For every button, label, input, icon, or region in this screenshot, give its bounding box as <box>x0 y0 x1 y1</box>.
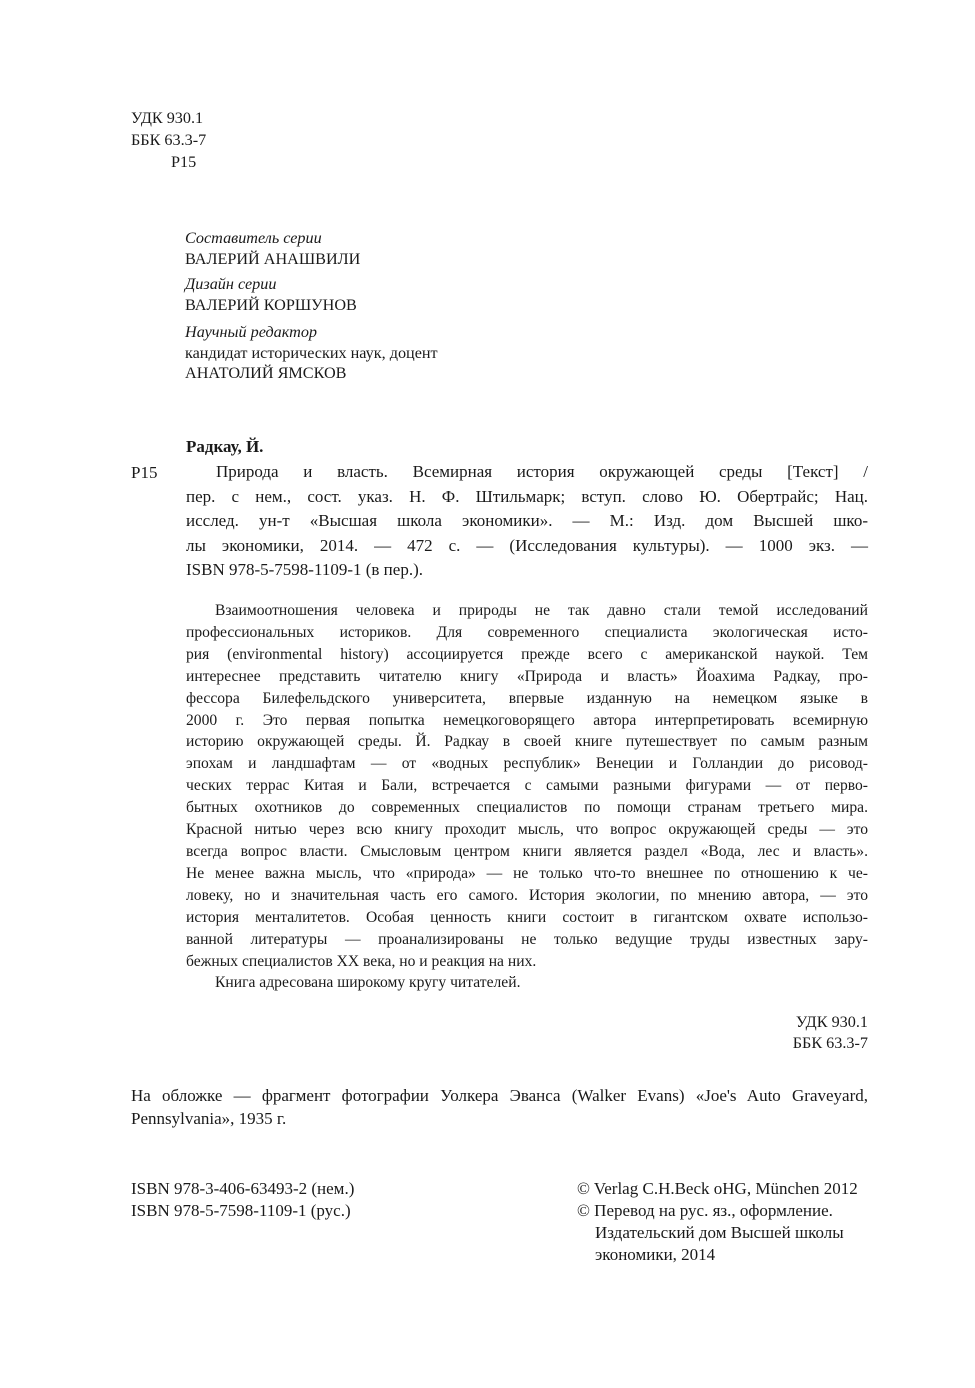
annotation-line: рия (environmental history) ассоциируется прежде всего с американской наукой. Тем <box>186 645 868 663</box>
series-compiler-name: ВАЛЕРИЙ АНАШВИЛИ <box>185 250 361 268</box>
cover-note-line: На обложке — фрагмент фотографии Уолкера Эванса (Walker Evans) «Joe's Auto Graveyard, <box>131 1086 868 1105</box>
catalog-line: ISBN 978-5-7598-1109-1 (в пер.). <box>186 560 423 579</box>
annotation-line: Взаимоотношения человека и природы не так давно стали темой исследований <box>215 602 868 619</box>
annotation-line: ловеку, но и значительная часть его самого. История экологии, по мнению автора, — это <box>186 886 868 904</box>
annotation-line: 2000 г. Это первая попытка немецкоговорящего автора интерпретировать всемирную <box>186 711 868 729</box>
footer-udk: УДК 930.1 <box>795 1013 868 1031</box>
author-mark: Р15 <box>171 153 197 171</box>
copyright-original: © Verlag C.H.Beck oHG, München 2012 <box>577 1179 858 1198</box>
copyright-year: экономики, 2014 <box>595 1245 716 1264</box>
cover-note <box>131 1084 868 1130</box>
series-design-label: Дизайн серии <box>185 275 277 293</box>
annotation-audience: Книга адресована широкому кругу читателей. <box>215 974 521 992</box>
footer-bbk: ББК 63.3-7 <box>792 1034 868 1052</box>
catalog-description <box>186 460 868 583</box>
annotation-line: ческих террас Китая и Бали, встречается с самыми разными фигурами — от перво- <box>186 777 868 795</box>
annotation-line: историю окружающей среды. Й. Радкау в своей книге путешествует по самым разным <box>186 733 868 751</box>
annotation-line: всегда вопрос власти. Смысловым центром книги является раздел «Вода, лес и власть». <box>186 842 868 860</box>
catalog-line: лы экономики, 2014. — 472 с. — (Исследования культуры). — 1000 экз. — <box>186 535 868 555</box>
annotation-line: ванной литературы — проанализированы не только ведущие труды известных зару- <box>186 930 868 948</box>
copyright-translation: © Перевод на рус. яз., оформление. <box>577 1201 833 1220</box>
udk-code: УДК 930.1 <box>131 109 204 127</box>
annotation <box>186 600 868 994</box>
annotation-line: история менталитетов. Особая ценность книги состоит в гигантском охвате использо- <box>186 908 868 926</box>
isbn-german: ISBN 978-3-406-63493-2 (нем.) <box>131 1179 355 1198</box>
annotation-line: бежных специалистов XX века, но и реакция на них. <box>186 952 537 970</box>
annotation-line: Красной нитью через всю книгу проходит мысль, что вопрос окружающей среды — это <box>186 821 868 839</box>
bbk-code: ББК 63.3-7 <box>131 131 207 149</box>
annotation-line: Не менее важна мысль, что «природа» — не только что-то внешнее по отношению к че- <box>186 864 868 882</box>
annotation-line: эпохам и ландшафтам — от «водных республик» Венеции и Голландии до рисовод- <box>186 755 868 773</box>
science-editor-degree: кандидат исторических наук, доцент <box>185 344 438 362</box>
catalog-line: Природа и власть. Всемирная история окружающей среды [Текст] / <box>216 462 868 481</box>
cover-note-line: Pennsylvania», 1935 г. <box>131 1109 287 1128</box>
science-editor-name: АНАТОЛИЙ ЯМСКОВ <box>185 364 347 382</box>
catalog-mark: Р15 <box>131 463 158 482</box>
catalog-line: исслед. ун-т «Высшая школа экономики». — М.: Изд. дом Высшей шко- <box>186 511 868 530</box>
copyright-publisher: Издательский дом Высшей школы <box>595 1223 844 1242</box>
series-compiler-label: Составитель серии <box>185 229 322 247</box>
annotation-line: фессора Билефельдского университета, впервые изданную на немецком языке в <box>186 689 868 707</box>
science-editor-label: Научный редактор <box>185 323 318 341</box>
annotation-line: профессиональных историков. Для современного специалиста экологическая исто- <box>186 623 868 641</box>
catalog-author: Радкау, Й. <box>186 437 264 456</box>
annotation-line: интереснее представить читателю книгу «Природа и власть» Йоахима Радкау, про- <box>186 667 868 685</box>
isbn-russian: ISBN 978-5-7598-1109-1 (рус.) <box>131 1201 351 1220</box>
series-design-name: ВАЛЕРИЙ КОРШУНОВ <box>185 296 357 314</box>
annotation-line: бытных охотников до современных специалистов по помощи странам третьего мира. <box>186 799 868 817</box>
catalog-line: пер. с нем., сост. указ. Н. Ф. Штильмарк; вступ. слово Ю. Обертрайс; Нац. <box>186 486 868 506</box>
